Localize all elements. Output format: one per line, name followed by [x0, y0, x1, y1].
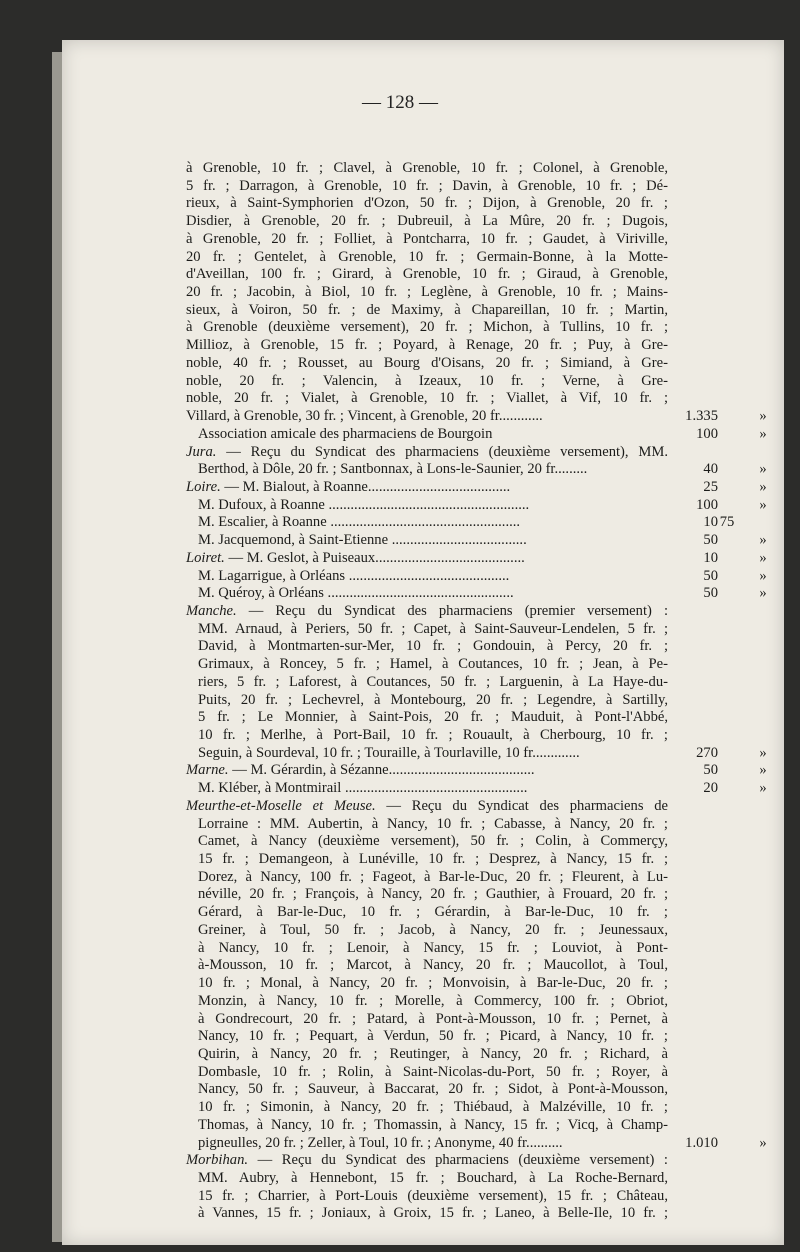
- amount: 270: [696, 744, 718, 761]
- text-line: [186, 444, 770, 462]
- line-text: Morbihan. — Reçu du Syndicat des pharmaciens (deuxième versement) :: [186, 1152, 668, 1169]
- text-line: [186, 426, 770, 444]
- line-text: noble, 40 fr. ; Rousset, au Bourg d'Oisans, 20 fr. ; Simiand, à Gre-: [186, 354, 668, 371]
- line-text: Dorez, à Nancy, 100 fr. ; Fageot, à Bar-le-Duc, 20 fr. ; Fleurent, à Lu-: [198, 868, 668, 885]
- line-text: à Gondrecourt, 20 fr. ; Patard, à Pont-à-Mousson, 10 fr. ; Pernet, à: [198, 1010, 668, 1027]
- text-line: [186, 1028, 770, 1046]
- line-text: M. Jacquemond, à Saint-Etienne .....................................: [198, 532, 527, 549]
- amount: 25: [703, 478, 718, 495]
- line-text: Grimaux, à Roncey, 5 fr. ; Hamel, à Coutances, 10 fr. ; Jean, à Pe-: [198, 656, 668, 673]
- text-line: [186, 461, 770, 479]
- ditto-mark: »: [759, 532, 767, 549]
- text-line: [186, 940, 770, 958]
- text-line: [186, 1170, 770, 1188]
- ditto-mark: »: [759, 744, 767, 761]
- line-text: Nancy, 50 fr. ; Sauveur, à Baccarat, 20 fr. ; Sidot, à Pont-à-Mousson,: [198, 1081, 668, 1098]
- text-line: [186, 1011, 770, 1029]
- line-text: MM. Arnaud, à Periers, 50 fr. ; Capet, à Saint-Sauveur-Lendelen, 5 fr. ;: [198, 620, 668, 637]
- text-line: [186, 1152, 770, 1170]
- text-line: [186, 975, 770, 993]
- line-text: 10 fr. ; Simonin, à Nancy, 20 fr. ; Thiébaud, à Malzéville, 10 fr. ;: [198, 1099, 668, 1116]
- department-name: Meurthe-et-Moselle et Meuse.: [186, 797, 376, 814]
- line-text: Monzin, à Nancy, 10 fr. ; Morelle, à Commercy, 100 fr. ; Obriot,: [198, 992, 668, 1009]
- amount: 10: [703, 514, 718, 531]
- line-text: Loiret. — M. Geslot, à Puiseaux.........................................: [186, 549, 525, 566]
- department-name: Loiret.: [186, 549, 225, 566]
- line-text: MM. Aubry, à Hennebont, 15 fr. ; Bouchard, à La Roche-Bernard,: [198, 1169, 668, 1186]
- line-text: 20 fr. ; Gentelet, à Grenoble, 10 fr. ; Germain-Bonne, à la Motte-: [186, 248, 668, 265]
- department-name: Morbihan.: [186, 1152, 249, 1169]
- line-text: à Grenoble, 20 fr. ; Folliet, à Pontcharra, 10 fr. ; Gaudet, à Viriville,: [186, 230, 668, 247]
- line-text: à-Mousson, 10 fr. ; Marcot, à Nancy, 20 fr. ; Maucollot, à Toul,: [198, 957, 668, 974]
- ditto-mark: »: [759, 425, 767, 442]
- text-line: [186, 550, 770, 568]
- text-line: [186, 816, 770, 834]
- line-text: noble, 20 fr. ; Vialet, à Grenoble, 10 fr. ; Viallet, à Vif, 10 fr. ;: [186, 390, 668, 407]
- line-text: Jura. — Reçu du Syndicat des pharmaciens (deuxième versement), MM.: [186, 443, 668, 460]
- text-line: [186, 1064, 770, 1082]
- text-line: [186, 1081, 770, 1099]
- department-name: Marne.: [186, 762, 229, 779]
- line-text: à Vannes, 15 fr. ; Joniaux, à Groix, 15 fr. ; Laneo, à Belle-Ile, 10 fr. ;: [198, 1205, 668, 1222]
- text-line: [186, 284, 770, 302]
- text-line: [186, 585, 770, 603]
- text-line: [186, 532, 770, 550]
- line-text: à Nancy, 10 fr. ; Lenoir, à Nancy, 15 fr. ; Louviot, à Pont-: [198, 939, 668, 956]
- line-text: Gérard, à Bar-le-Duc, 10 fr. ; Gérardin, à Bar-le-Duc, 10 fr. ;: [198, 904, 668, 921]
- department-name: Manche.: [186, 602, 237, 619]
- text-line: [186, 1099, 770, 1117]
- amount: 1.010: [685, 1134, 718, 1151]
- text-line: [186, 390, 770, 408]
- line-text: 10 fr. ; Merlhe, à Port-Bail, 10 fr. ; Rouault, à Cherbourg, 10 fr. ;: [198, 727, 668, 743]
- amount: 20: [703, 780, 718, 797]
- department-name: Loire.: [186, 478, 221, 495]
- text-line: [186, 709, 770, 727]
- text-line: [186, 1046, 770, 1064]
- text-line: [186, 957, 770, 975]
- line-text: Thomas, à Nancy, 10 fr. ; Thomassin, à Nancy, 15 fr. ; Vicq, à Champ-: [198, 1116, 668, 1133]
- line-text: d'Aveillan, 100 fr. ; Girard, à Grenoble, 10 fr. ; Giraud, à Grenoble,: [186, 266, 668, 283]
- line-text: Loire. — M. Bialout, à Roanne.......................................: [186, 478, 511, 495]
- text-line: [186, 479, 770, 497]
- line-text: Disdier, à Grenoble, 20 fr. ; Dubreuil, à La Mûre, 20 fr. ; Dugois,: [186, 213, 668, 230]
- ditto-mark: »: [759, 1134, 767, 1151]
- text-line: [186, 762, 770, 780]
- line-text: 5 fr. ; Le Monnier, à Saint-Pois, 20 fr. ; Mauduit, à Pont-l'Abbé,: [198, 709, 668, 726]
- text-line: [186, 373, 770, 391]
- ditto-mark: »: [759, 408, 767, 425]
- text-line: [186, 1135, 770, 1153]
- ditto-mark: »: [759, 585, 767, 602]
- line-text: sieux, à Voiron, 50 fr. ; de Maximy, à Chapareillan, 10 fr. ; Martin,: [186, 301, 668, 318]
- text-line: [186, 745, 770, 763]
- text-line: [186, 993, 770, 1011]
- line-text: néville, 20 fr. ; François, à Nancy, 20 fr. ; Gauthier, à Frouard, 20 fr. ;: [198, 886, 668, 903]
- text-block: [186, 160, 770, 1223]
- ditto-mark: »: [759, 762, 767, 779]
- text-line: [186, 656, 770, 674]
- text-line: [186, 833, 770, 851]
- line-text: noble, 20 fr. ; Valencin, à Izeaux, 10 fr. ; Verne, à Gre-: [186, 372, 668, 389]
- line-text: Greiner, à Toul, 50 fr. ; Jacob, à Nancy, 20 fr. ; Jeunessaux,: [198, 921, 668, 938]
- line-text: Meurthe-et-Moselle et Meuse. — Reçu du Syndicat des pharmaciens de: [186, 797, 669, 814]
- text-line: [186, 408, 770, 426]
- text-line: [186, 904, 770, 922]
- text-line: [186, 603, 770, 621]
- ditto-mark: »: [759, 567, 767, 584]
- text-line: [186, 692, 770, 710]
- text-line: [186, 798, 770, 816]
- amount: 1.335: [685, 408, 718, 425]
- text-line: [186, 231, 770, 249]
- line-text: Association amicale des pharmaciens de Bourgoin: [198, 425, 493, 442]
- line-text: 10 fr. ; Monal, à Nancy, 20 fr. ; Monvoisin, à Bar-le-Duc, 20 fr. ;: [198, 975, 668, 992]
- line-text: pigneulles, 20 fr. ; Zeller, à Toul, 10 fr. ; Anonyme, 40 fr..........: [198, 1134, 563, 1151]
- line-text: 20 fr. ; Jacobin, à Biol, 10 fr. ; Leglène, à Grenoble, 10 fr. ; Mains-: [186, 284, 668, 301]
- amount: 50: [703, 567, 718, 584]
- text-line: [186, 621, 770, 639]
- text-line: [186, 1188, 770, 1206]
- amount: 50: [703, 762, 718, 779]
- line-text: à Grenoble, 10 fr. ; Clavel, à Grenoble, 10 fr. ; Colonel, à Grenoble,: [186, 160, 668, 176]
- amount: 50: [703, 532, 718, 549]
- line-text: Berthod, à Dôle, 20 fr. ; Santbonnax, à Lons-le-Saunier, 20 fr.........: [198, 461, 588, 478]
- text-line: [186, 337, 770, 355]
- line-text: Seguin, à Sourdeval, 10 fr. ; Touraille, à Tourlaville, 10 fr.............: [198, 744, 580, 761]
- line-text: M. Quéroy, à Orléans ...................................................: [198, 585, 514, 602]
- text-line: [186, 1117, 770, 1135]
- line-text: Millioz, à Grenoble, 15 fr. ; Poyard, à Renage, 20 fr. ; Puy, à Gre-: [186, 337, 668, 354]
- text-line: [186, 869, 770, 887]
- line-text: Nancy, 10 fr. ; Pequart, à Verdun, 50 fr. ; Picard, à Nancy, 10 fr. ;: [198, 1028, 668, 1045]
- amount: 100: [696, 425, 718, 442]
- department-name: Jura.: [186, 443, 217, 460]
- text-line: [186, 780, 770, 798]
- text-line: [186, 514, 770, 532]
- text-line: [186, 851, 770, 869]
- text-line: [186, 355, 770, 373]
- text-line: [186, 302, 770, 320]
- amount: 40: [703, 461, 718, 478]
- text-line: [186, 727, 770, 745]
- amount-cents: 75: [719, 514, 735, 531]
- text-line: [186, 674, 770, 692]
- text-line: [186, 886, 770, 904]
- page-number: — 128 —: [362, 92, 438, 113]
- text-line: [186, 249, 770, 267]
- line-text: 5 fr. ; Darragon, à Grenoble, 10 fr. ; Davin, à Grenoble, 10 fr. ; Dé-: [186, 177, 668, 194]
- text-line: [186, 266, 770, 284]
- line-text: Villard, à Grenoble, 30 fr. ; Vincent, à Grenoble, 20 fr............: [186, 408, 543, 425]
- text-line: [186, 195, 770, 213]
- line-text: M. Lagarrigue, à Orléans ............................................: [198, 567, 510, 584]
- amount: 50: [703, 585, 718, 602]
- amount: 10: [703, 549, 718, 566]
- line-text: David, à Montmarten-sur-Mer, 10 fr. ; Gondouin, à Percy, 20 fr. ;: [198, 638, 668, 655]
- line-text: M. Escalier, à Roanne ....................................................: [198, 514, 521, 531]
- text-line: [186, 922, 770, 940]
- text-line: [186, 213, 770, 231]
- amount: 100: [696, 496, 718, 513]
- text-line: [186, 178, 770, 196]
- line-text: Marne. — M. Gérardin, à Sézanne........................................: [186, 762, 535, 779]
- line-text: 15 fr. ; Charrier, à Port-Louis (deuxième versement), 15 fr. ; Château,: [198, 1187, 668, 1204]
- line-text: Puits, 20 fr. ; Lechevrel, à Montebourg, 20 fr. ; Legendre, à Sartilly,: [198, 691, 668, 708]
- ditto-mark: »: [759, 496, 767, 513]
- text-line: [186, 638, 770, 656]
- line-text: 15 fr. ; Demangeon, à Lunéville, 10 fr. ; Desprez, à Nancy, 15 fr. ;: [198, 851, 668, 868]
- line-text: Dombasle, 10 fr. ; Rolin, à Saint-Nicolas-du-Port, 50 fr. ; Royer, à: [198, 1063, 668, 1080]
- ditto-mark: »: [759, 780, 767, 797]
- ditto-mark: »: [759, 461, 767, 478]
- line-text: Camet, à Nancy (deuxième versement), 50 fr. ; Colin, à Commerçy,: [198, 833, 668, 850]
- line-text: à Grenoble (deuxième versement), 20 fr. ; Michon, à Tullins, 10 fr. ;: [186, 319, 668, 336]
- line-text: M. Kléber, à Montmirail ..................................................: [198, 780, 528, 797]
- text-line: [186, 568, 770, 586]
- line-text: riers, 5 fr. ; Laforest, à Coutances, 50 fr. ; Larguenin, à La Haye-du-: [198, 673, 668, 690]
- line-text: rieux, à Saint-Symphorien d'Ozon, 50 fr. ; Dijon, à Grenoble, 20 fr. ;: [186, 195, 668, 212]
- ditto-mark: »: [759, 478, 767, 495]
- line-text: Quirin, à Nancy, 20 fr. ; Reutinger, à Nancy, 20 fr. ; Richard, à: [198, 1045, 668, 1062]
- text-line: [186, 319, 770, 337]
- text-line: [186, 497, 770, 515]
- line-text: Manche. — Reçu du Syndicat des pharmaciens (premier versement) :: [186, 602, 668, 619]
- text-line: [186, 160, 770, 178]
- line-text: Lorraine : MM. Aubertin, à Nancy, 10 fr. ; Cabasse, à Nancy, 20 fr. ;: [198, 815, 668, 832]
- ditto-mark: »: [759, 549, 767, 566]
- line-text: M. Dufoux, à Roanne .......................................................: [198, 496, 530, 513]
- text-line: [186, 1205, 770, 1223]
